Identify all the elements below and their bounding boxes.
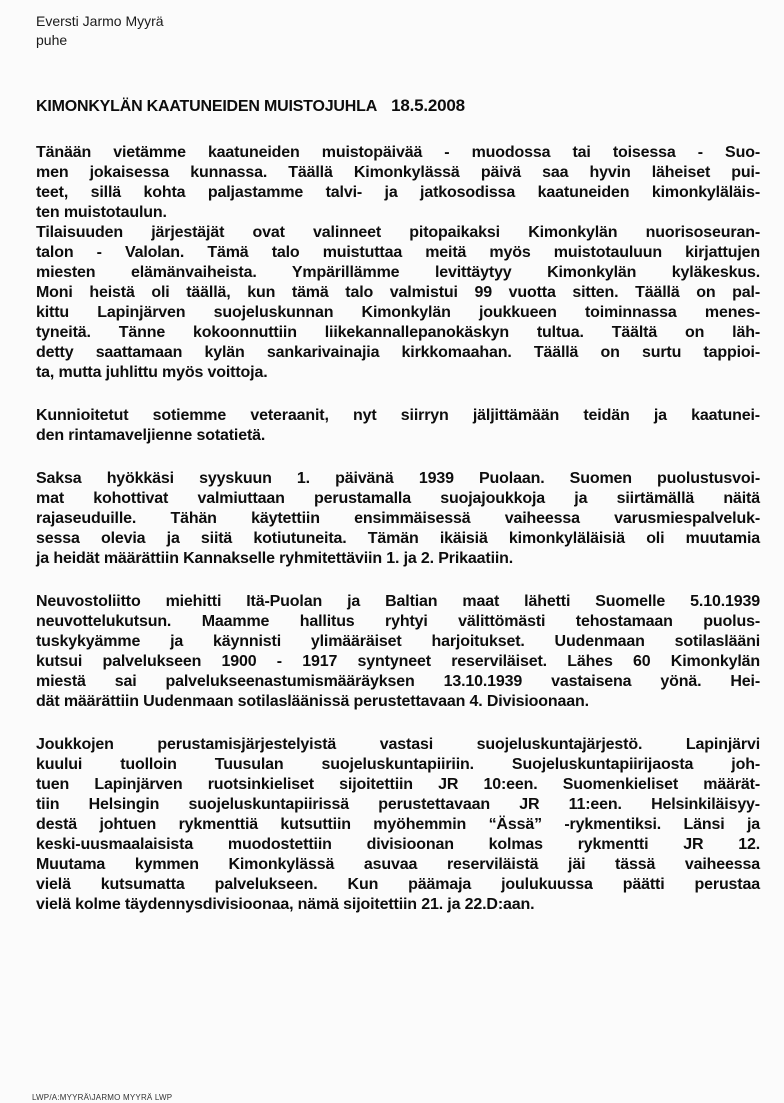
paragraph-line: Neuvostoliitto miehitti Itä-Puolan ja Baltian maat lähetti Suomelle 5.10.1939 xyxy=(36,593,760,610)
paragraph-line: vielä kutsumatta palvelukseen. Kun päämaja joulukuussa päätti perustaa xyxy=(36,876,760,893)
paragraph-line: tuen Lapinjärven ruotsinkieliset sijoitettiin JR 10:een. Suomenkieliset määrät- xyxy=(36,776,760,793)
paragraph-line: ta, mutta juhlittu myös voittoja. xyxy=(36,364,268,381)
author-block xyxy=(36,12,164,50)
paragraph-line: miestä sai palvelukseenastumismääräyksen 13.10.1939 vastaisena yönä. Hei- xyxy=(36,673,760,690)
paragraph-line: kittu Lapinjärven suojeluskunnan Kimonkylän joukkueen toiminnassa menes- xyxy=(36,304,760,321)
author-name: Eversti Jarmo Myyrä xyxy=(36,13,164,29)
paragraph-line: Saksa hyökkäsi syyskuun 1. päivänä 1939 Puolaan. Suomen puolustusvoi- xyxy=(36,470,760,487)
paragraph xyxy=(36,406,760,446)
paragraph-line: miesten elämänvaiheista. Ympärillämme levittäytyy Kimonkylän kyläkeskus. xyxy=(36,264,760,281)
author-subtitle: puhe xyxy=(36,32,68,48)
paragraph xyxy=(36,592,760,712)
title-text: KIMONKYLÄN KAATUNEIDEN MUISTOJUHLA xyxy=(36,98,378,115)
paragraph-line: men jokaisessa kunnassa. Täällä Kimonkylässä päivä saa hyvin läheiset pui- xyxy=(36,164,760,181)
paragraph-line: Tilaisuuden järjestäjät ovat valinneet pitopaikaksi Kimonkylän nuorisoseuran- xyxy=(36,224,760,241)
paragraph-line: ja heidät määrättiin Kannakselle ryhmitettäviin 1. ja 2. Prikaatiin. xyxy=(36,550,514,567)
paragraph-line: kutsui palvelukseen 1900 - 1917 syntyneet reserviläiset. Lähes 60 Kimonkylän xyxy=(36,653,760,670)
paragraph-line: tuskykyämme ja käynnisti ylimääräiset harjoitukset. Uudenmaan sotilasläänі xyxy=(36,633,760,650)
paragraph-line: Moni heistä oli täällä, kun tämä talo valmistui 99 vuotta sitten. Täällä on pal- xyxy=(36,284,760,301)
paragraph-line: tiin Helsingin suojeluskuntapiirissä perustettavaan JR 11:een. Helsinkiläisyy- xyxy=(36,796,760,813)
paragraph-line: neuvottelukutsun. Maamme hallitus ryhtyi välittömästi tehostamaan puolus- xyxy=(36,613,760,630)
document-title xyxy=(36,96,465,116)
paragraph-line: vielä kolme täydennysdivisioonaa, nämä sijoitettiin 21. ja 22.D:aan. xyxy=(36,896,535,913)
paragraph-line: dät määrättiin Uudenmaan sotilasläänissä perustettavaan 4. Divisioonaan. xyxy=(36,693,589,710)
paragraph-line: kuului tuolloin Tuusulan suojeluskuntapiiriin. Suojeluskuntapiirijaosta joh- xyxy=(36,756,760,773)
speech-body xyxy=(36,143,760,938)
paragraph-line: mat kohottivat valmiuttaan perustamalla suojajoukkoja ja siirtämällä näitä xyxy=(36,490,760,507)
paragraph-line: tyneitä. Tänne kokoonnuttiin liikekannallepanokäskyn tultua. Täältä on läh- xyxy=(36,324,760,341)
paragraph-line: rajaseuduille. Tähän käytettiin ensimmäisessä vaiheessa varusmiespalveluk- xyxy=(36,510,760,527)
paragraph-line: sessa olevia ja siitä kotiutuneita. Tämän ikäisiä kimonkyläläisiä oli muutamia xyxy=(36,530,760,547)
paragraph-line: detty saattamaan kylän sankarivainajia kirkkomaahan. Täällä on surtu tappioi- xyxy=(36,344,760,361)
title-date: 18.5.2008 xyxy=(391,96,465,115)
paragraph xyxy=(36,143,760,383)
footer-path: LWP/A:MYYRÄ\JARMO MYYRÄ LWP xyxy=(32,1093,173,1102)
paragraph-line: ten muistotaulun. xyxy=(36,204,167,221)
paragraph-line: Kunnioitetut sotiemme veteraanit, nyt siirryn jäljittämään teidän ja kaatunei- xyxy=(36,407,760,424)
paragraph-line: talon - Valolan. Tämä talo muistuttaa meitä myös muistotauluun kirjattujen xyxy=(36,244,760,261)
paragraph-line: Tänään vietämme kaatuneiden muistopäivää - muodossa tai toisessa - Suo- xyxy=(36,144,760,161)
paragraph-line: den rintamaveljienne sotatietä. xyxy=(36,427,266,444)
paragraph-line: destä johtuen rykmenttiä kutsuttiin myöhemmin “Ässä” -rykmentiksi. Länsi ja xyxy=(36,816,760,833)
paragraph-line: keski-uusmaalaisista muodostettiin divisioonan kolmas rykmentti JR 12. xyxy=(36,836,760,853)
paragraph xyxy=(36,469,760,569)
paragraph xyxy=(36,735,760,915)
paragraph-line: Joukkojen perustamisjärjestelyistä vastasi suojeluskuntajärjestö. Lapinjärvi xyxy=(36,736,760,753)
paragraph-line: Muutama kymmen Kimonkylässä asuvaa reserviläistä jäi tässä vaiheessa xyxy=(36,856,760,873)
paragraph-line: teet, sillä kohta paljastamme talvi- ja jatkosodissa kaatuneiden kimonkyläläis- xyxy=(36,184,760,201)
